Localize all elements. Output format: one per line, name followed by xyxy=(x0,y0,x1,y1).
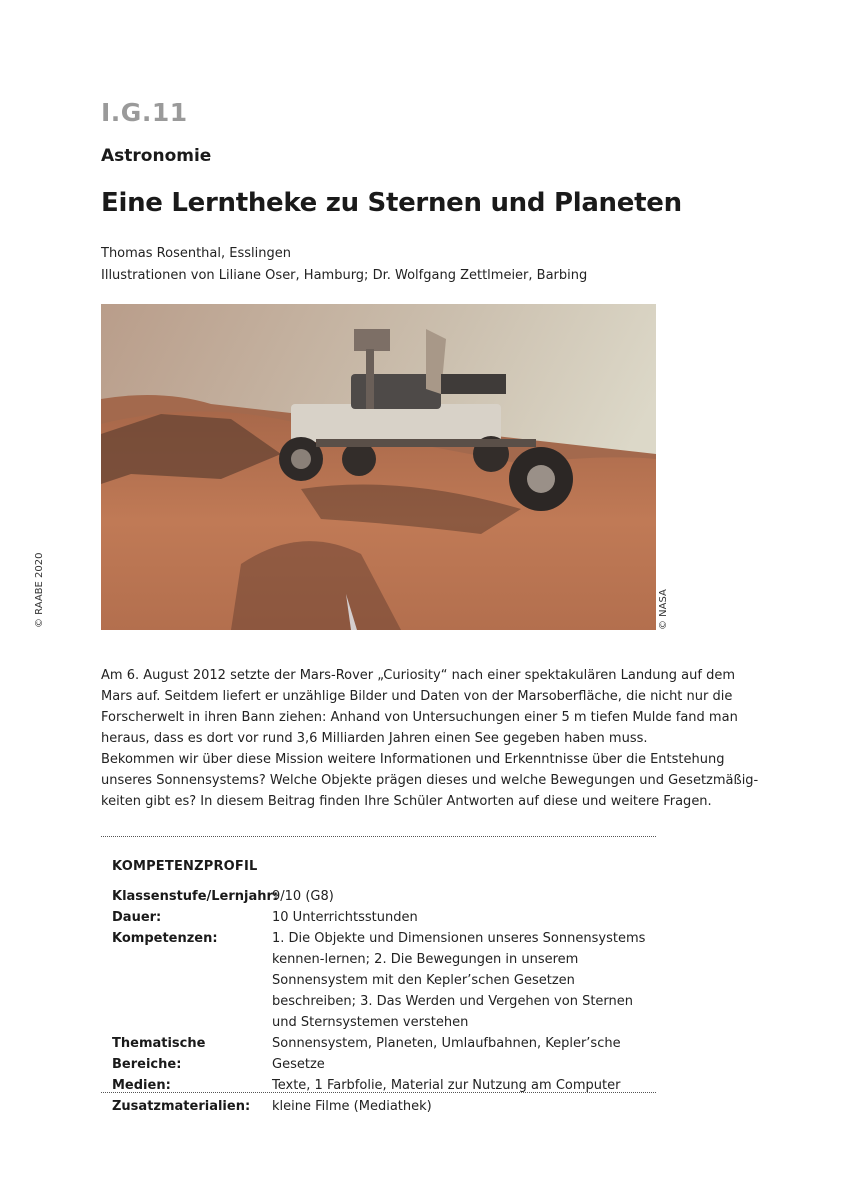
intro-paragraph xyxy=(101,665,759,812)
profile-value: 10 Unterrichtsstunden xyxy=(272,910,418,925)
profile-label: Kompetenzen: xyxy=(112,931,218,946)
profile-value: Texte, 1 Farbfolie, Material zur Nutzung am Computer xyxy=(272,1078,621,1093)
profile-label: Medien: xyxy=(112,1078,171,1093)
copyright-notice: © RAABE 2020 xyxy=(34,552,45,628)
intro-line: Forscherwelt in ihren Bann ziehen: Anhand von Untersuchungen einer 5 m tiefen Mulde fand man xyxy=(101,710,738,725)
profile-label: Zusatzmaterialien: xyxy=(112,1099,251,1114)
mars-rover-image xyxy=(101,304,656,630)
profile-label: Dauer: xyxy=(112,910,162,925)
intro-line: keiten gibt es? In diesem Beitrag finden Ihre Schüler Antworten auf diese und weitere Fragen. xyxy=(101,794,712,809)
intro-line: unseres Sonnensystems? Welche Objekte prägen dieses und welche Bewegungen und Gesetzmäßig- xyxy=(101,773,759,788)
profile-value: Sonnensystem, Planeten, Umlaufbahnen, Kepler’sche Gesetze xyxy=(272,1036,621,1072)
chapter-code: I.G.11 xyxy=(101,98,188,127)
profile-value: 9/10 (G8) xyxy=(272,889,334,904)
divider-top xyxy=(101,836,656,837)
profile-label: Klassenstufe/Lernjahr: xyxy=(112,889,279,904)
intro-line: heraus, dass es dort vor rund 3,6 Milliarden Jahren einen See gegeben haben muss. xyxy=(101,731,648,746)
divider-bottom xyxy=(101,1092,656,1093)
competence-profile xyxy=(112,856,657,1117)
profile-row xyxy=(112,907,657,928)
mars-rover-photo xyxy=(101,304,656,630)
profile-row xyxy=(112,928,657,1033)
illustrations-line: Illustrationen von Liliane Oser, Hamburg; Dr. Wolfgang Zettlmeier, Barbing xyxy=(101,268,588,283)
subject-heading: Astronomie xyxy=(101,146,212,166)
intro-line: Mars auf. Seitdem liefert er unzählige Bilder und Daten von der Marsoberfläche, die nicht nur die xyxy=(101,689,733,704)
page-title: Eine Lerntheke zu Sternen und Planeten xyxy=(101,188,682,218)
profile-row xyxy=(112,1033,657,1075)
author-line: Thomas Rosenthal, Esslingen xyxy=(101,246,291,261)
photo-credit: © NASA xyxy=(658,589,669,630)
profile-heading: KOMPETENZPROFIL xyxy=(112,859,258,874)
intro-line: Bekommen wir über diese Mission weitere Informationen und Erkenntnisse über die Entstehung xyxy=(101,752,725,767)
profile-value: kleine Filme (Mediathek) xyxy=(272,1099,432,1114)
intro-line: Am 6. August 2012 setzte der Mars-Rover „Curiosity“ nach einer spektakulären Landung auf dem xyxy=(101,668,735,683)
profile-row xyxy=(112,1096,657,1117)
profile-value: 1. Die Objekte und Dimensionen unseres Sonnensystems kennen-lernen; 2. Die Bewegungen in unserem Sonnensystem mit den Kepler’schen Gesetzen beschreiben; 3. Das Werden und Vergehen von Sternen und Sternsystemen verstehen xyxy=(272,931,646,1030)
profile-label: Thematische Bereiche: xyxy=(112,1036,206,1072)
profile-row xyxy=(112,886,657,907)
